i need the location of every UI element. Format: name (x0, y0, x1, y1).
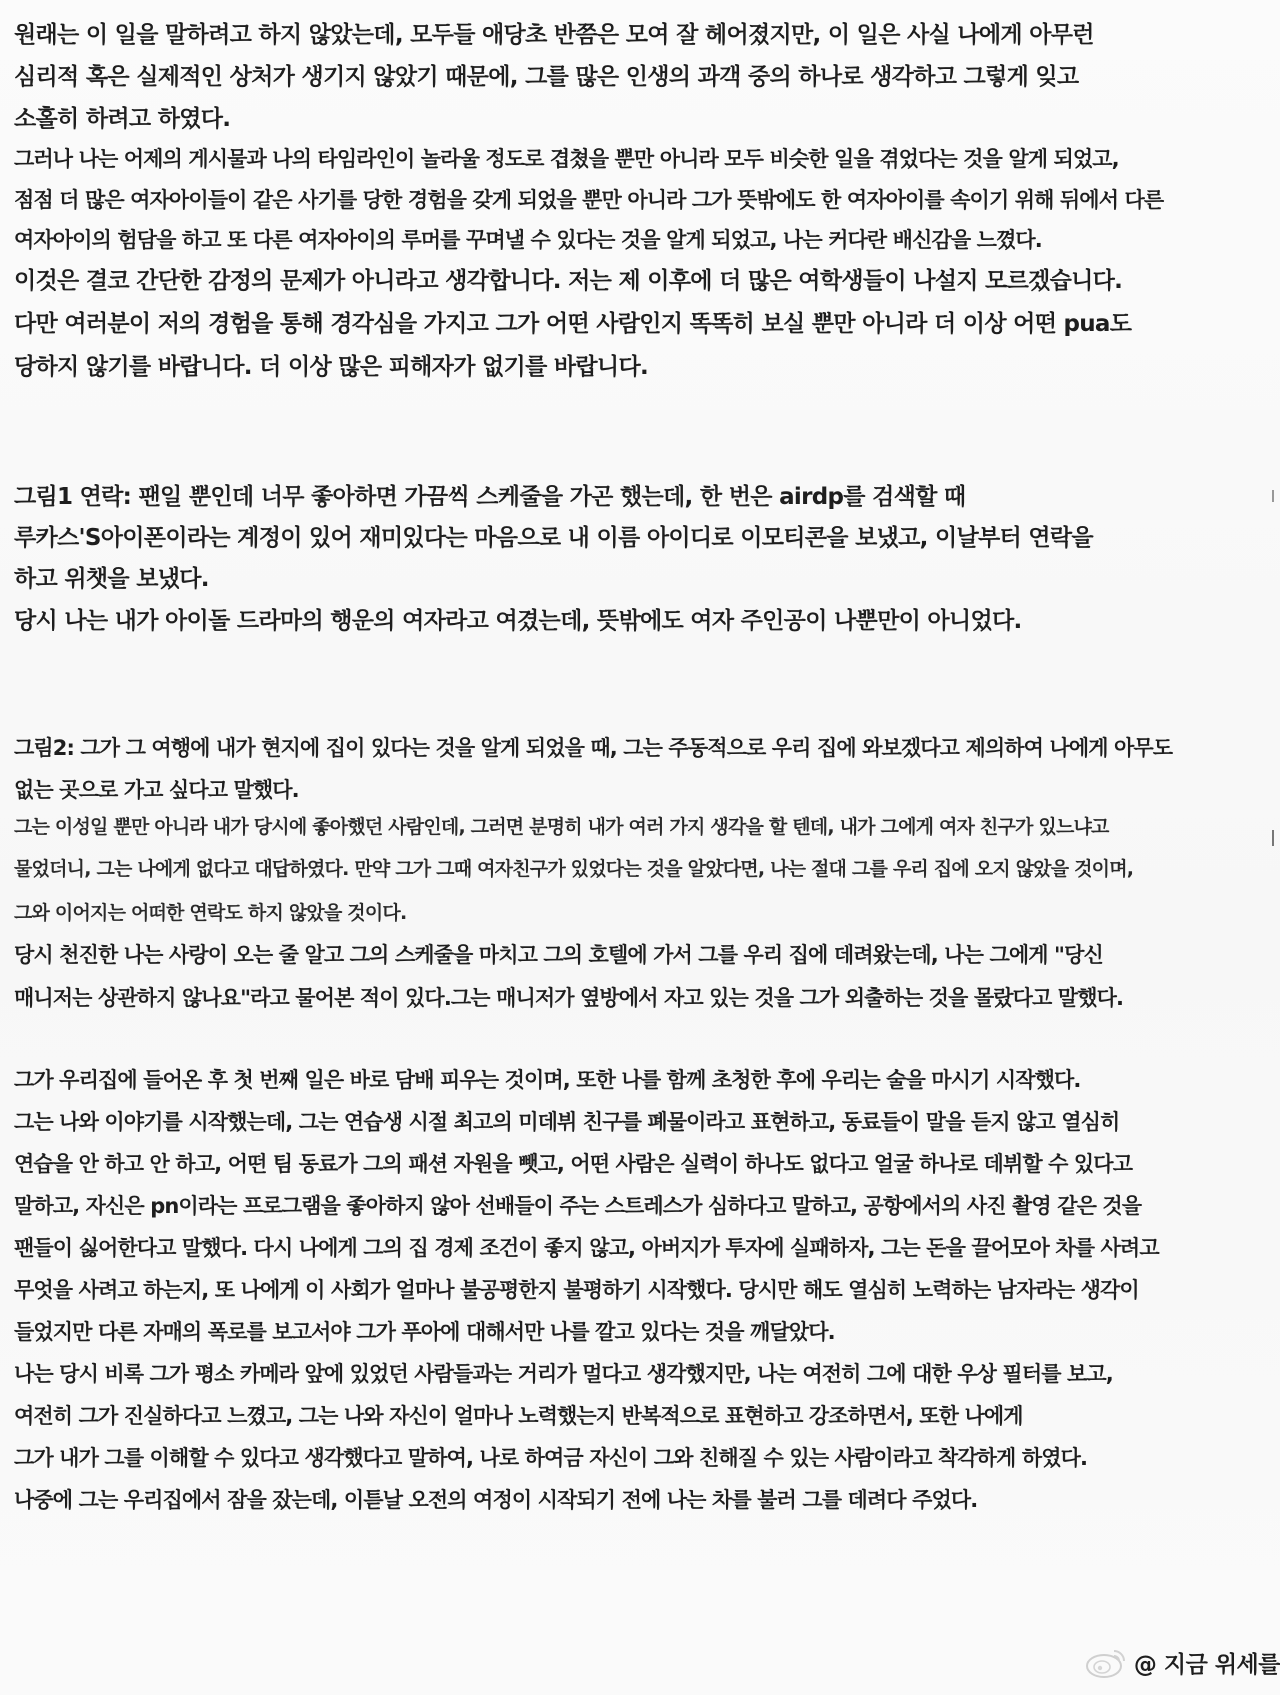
weibo-logo-icon (1084, 1645, 1128, 1679)
figure-2-line-3: 그는 이성일 뿐만 아니라 내가 당시에 좋아했던 사람인데, 그러면 분명히 내가 여러 가지 생각을 할 텐데, 내가 그에게 여자 친구가 있느냐고 (14, 816, 1109, 838)
figure-2-line-6: 당시 천진한 나는 사랑이 오는 줄 알고 그의 스케줄을 마치고 그의 호텔에 가서 그를 우리 집에 데려왔는데, 나는 그에게 "당신 (14, 943, 1103, 967)
watermark-text: @ 지금 위세를 (1133, 1651, 1280, 1678)
paragraph-3-line-10: 그가 내가 그를 이해할 수 있다고 생각했다고 말하여, 나로 하여금 자신이 그와 친해질 수 있는 사람이라고 착각하게 하였다. (14, 1446, 1088, 1470)
paragraph-1-line-9: 당하지 않기를 바랍니다. 더 이상 많은 피해자가 없기를 바랍니다. (14, 354, 649, 380)
paragraph-3-line-7: 들었지만 다른 자매의 폭로를 보고서야 그가 푸아에 대해서만 나를 깔고 있다는 것을 깨달았다. (14, 1320, 835, 1344)
figure-2-line-5: 그와 이어지는 어떠한 연락도 하지 않았을 것이다. (14, 902, 407, 924)
paragraph-3-line-9: 여전히 그가 진실하다고 느꼈고, 그는 나와 자신이 얼마나 노력했는지 반복적으로 표현하고 강조하면서, 또한 나에게 (14, 1404, 1023, 1428)
figure-2-line-4: 물었더니, 그는 나에게 없다고 대답하였다. 만약 그가 그때 여자친구가 있었다는 것을 알았다면, 나는 절대 그를 우리 집에 오지 않았을 것이며, (14, 858, 1134, 880)
paragraph-3-line-8: 나는 당시 비록 그가 평소 카메라 앞에 있었던 사람들과는 거리가 멀다고 생각했지만, 나는 여전히 그에 대한 우상 필터를 보고, (14, 1362, 1113, 1386)
scan-edge-mark (1272, 830, 1274, 846)
figure-1-line-3: 하고 위챗을 보냈다. (14, 566, 209, 592)
paragraph-1-line-3: 소홀히 하려고 하였다. (14, 106, 231, 132)
paragraph-1-line-4: 그러나 나는 어제의 게시물과 나의 타임라인이 놀라울 정도로 겹쳤을 뿐만 아니라 모두 비슷한 일을 겪었다는 것을 알게 되었고, (14, 147, 1119, 171)
paragraph-1-line-2: 심리적 혹은 실제적인 상처가 생기지 않았기 때문에, 그를 많은 인생의 과객 중의 하나로 생각하고 그렇게 잊고 (14, 64, 1079, 90)
paragraph-3-line-4: 말하고, 자신은 pn이라는 프로그램을 좋아하지 않아 선배들이 주는 스트레스가 심하다고 말하고, 공항에서의 사진 촬영 같은 것을 (14, 1194, 1142, 1218)
paragraph-3-line-6: 무엇을 사려고 하는지, 또 나에게 이 사회가 얼마나 불공평한지 불평하기 시작했다. 당시만 해도 열심히 노력하는 남자라는 생각이 (14, 1278, 1139, 1302)
weibo-watermark (1084, 1642, 1280, 1682)
figure-1-line-2: 루카스'S아이폰이라는 계정이 있어 재미있다는 마음으로 내 이름 아이디로 이모티콘을 보냈고, 이날부터 연락을 (14, 525, 1093, 551)
figure-2-line-7: 매니저는 상관하지 않나요"라고 물어본 적이 있다.그는 매니저가 옆방에서 자고 있는 것을 그가 외출하는 것을 몰랐다고 말했다. (14, 986, 1124, 1010)
paragraph-1-line-7: 이것은 결코 간단한 감정의 문제가 아니라고 생각합니다. 저는 제 이후에 더 많은 여학생들이 나설지 모르겠습니다. (14, 268, 1123, 294)
paragraph-3-line-5: 팬들이 싫어한다고 말했다. 다시 나에게 그의 집 경제 조건이 좋지 않고, 아버지가 투자에 실패하자, 그는 돈을 끌어모아 차를 사려고 (14, 1236, 1159, 1260)
paragraph-1-line-6: 여자아이의 험담을 하고 또 다른 여자아이의 루머를 꾸며낼 수 있다는 것을 알게 되었고, 나는 커다란 배신감을 느꼈다. (14, 228, 1042, 252)
figure-2-line-1: 그림2: 그가 그 여행에 내가 현지에 집이 있다는 것을 알게 되었을 때, 그는 주동적으로 우리 집에 와보겠다고 제의하여 나에게 아무도 (14, 736, 1173, 760)
scan-edge-mark (1272, 490, 1274, 502)
paragraph-1-line-5: 점점 더 많은 여자아이들이 같은 사기를 당한 경험을 갖게 되었을 뿐만 아니라 그가 뜻밖에도 한 여자아이를 속이기 위해 뒤에서 다른 (14, 188, 1164, 212)
paragraph-1-line-8: 다만 여러분이 저의 경험을 통해 경각심을 가지고 그가 어떤 사람인지 똑똑히 보실 뿐만 아니라 더 이상 어떤 pua도 (14, 311, 1132, 337)
paragraph-1-line-1: 원래는 이 일을 말하려고 하지 않았는데, 모두들 애당초 반쯤은 모여 잘 헤어졌지만, 이 일은 사실 나에게 아무런 (14, 22, 1094, 48)
paragraph-3-line-3: 연습을 안 하고 안 하고, 어떤 팀 동료가 그의 패션 자원을 뺏고, 어떤 사람은 실력이 하나도 없다고 얼굴 하나로 데뷔할 수 있다고 (14, 1152, 1133, 1176)
figure-1-line-1: 그림1 연락: 팬일 뿐인데 너무 좋아하면 가끔씩 스케줄을 가곤 했는데, 한 번은 airdp를 검색할 때 (14, 484, 966, 510)
paragraph-3-line-2: 그는 나와 이야기를 시작했는데, 그는 연습생 시절 최고의 미데뷔 친구를 폐물이라고 표현하고, 동료들이 말을 듣지 않고 열심히 (14, 1110, 1120, 1134)
paragraph-3-line-1: 그가 우리집에 들어온 후 첫 번째 일은 바로 담배 피우는 것이며, 또한 나를 함께 초청한 후에 우리는 술을 마시기 시작했다. (14, 1068, 1081, 1092)
figure-2-line-2: 없는 곳으로 가고 싶다고 말했다. (14, 778, 299, 802)
paragraph-3-line-11: 나중에 그는 우리집에서 잠을 잤는데, 이튿날 오전의 여정이 시작되기 전에 나는 차를 불러 그를 데려다 주었다. (14, 1488, 978, 1512)
figure-1-line-4: 당시 나는 내가 아이돌 드라마의 행운의 여자라고 여겼는데, 뜻밖에도 여자 주인공이 나뿐만이 아니었다. (14, 608, 1022, 634)
